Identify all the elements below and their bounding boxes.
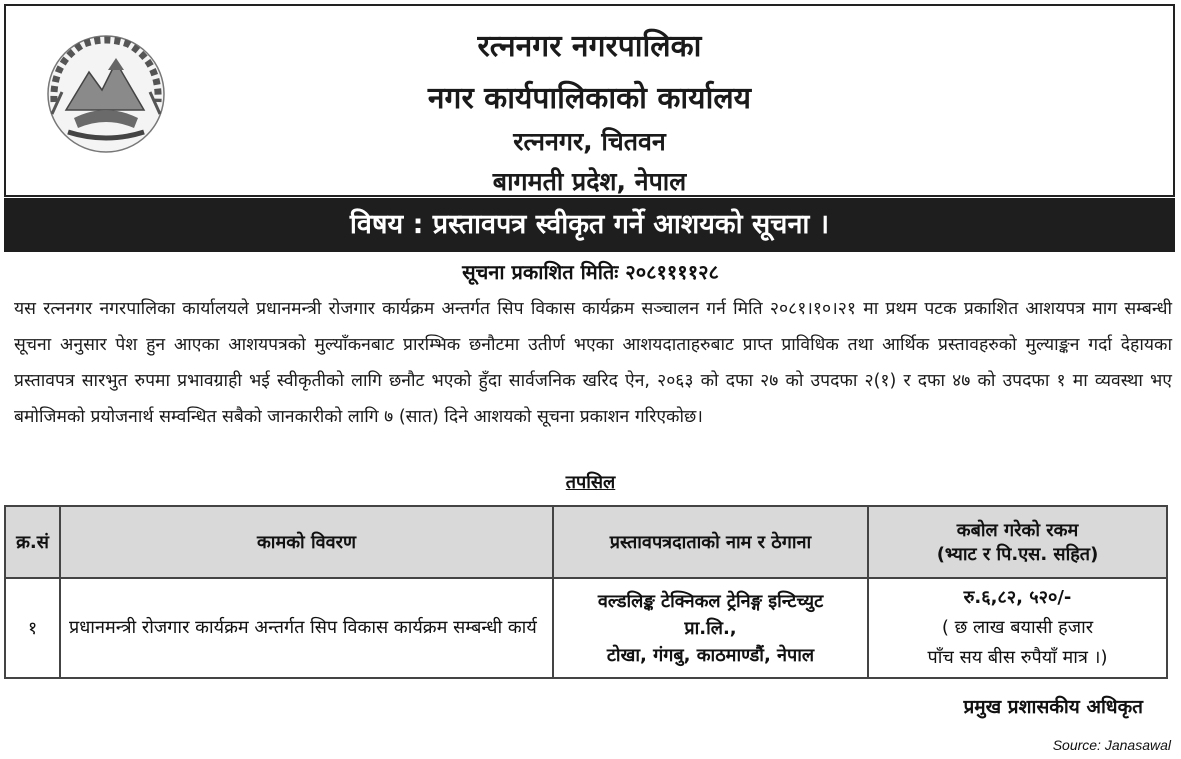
office-address: रत्ननगर, चितवन [513, 127, 666, 156]
header-amount-line2: (भ्याट र पि.एस. सहित) [936, 544, 1099, 565]
signatory-title: प्रमुख प्रशासकीय अधिकृत [963, 696, 1143, 718]
bidder-suffix: प्रा.लि., [684, 617, 737, 639]
details-heading-text: तपसिल [565, 472, 616, 493]
header-amount-line1: कबोल गरेको रकम [956, 520, 1079, 541]
province-country: बागमती प्रदेश, नेपाल [492, 167, 687, 196]
details-heading [0, 470, 1181, 494]
source-credit: Source: Janasawal [1052, 737, 1171, 753]
bidder-name: वल्डलिङ्क टेक्निकल ट्रेनिङ्ग इन्टिच्युट [597, 590, 824, 612]
header-bidder: प्रस्तावपत्रदाताको नाम र ठेगाना [553, 506, 868, 578]
notice-body: यस रत्ननगर नगरपालिका कार्यालयले प्रधानमन्त्री रोजगार कार्यक्रम अन्तर्गत सिप विकास कार्यक्रम सञ्चालन गर्न मिति २०८१।१०।२१ मा प्रथम पटक प्रकाशित आशयपत्र माग सम्बन्धी सूचना अनुसार पेश हुन आएका आशयपत्रको मुल्याँकनबाट प्रारम्भिक छनौटमा उतीर्ण भएका आशयदाताहरुबाट प्राप्त प्राविधिक तथा आर्थिक प्रस्तावहरुको मुल्याङ्कन गर्दा देहायका प्रस्तावपत्र सारभुत रुपमा प्रभावग्राही भई स्वीकृतीको लागि छनौट भएको हुँदा सार्वजनिक खरिद ऐन, २०६३ को दफा २७ को उपदफा २(१) र दफा ४७ को उपदफा १ मा व्यवस्था भए बमोजिमको प्रयोजनार्थ सम्वन्धित सबैको जानकारीको लागि ७ (सात) दिने आशयको सूचना प्रकाशन गरिएकोछ। [14, 299, 1172, 427]
amount-words-line2: पाँच सय बीस रुपैयाँ मात्र ।) [927, 647, 1108, 668]
office-name: नगर कार्यपालिकाको कार्यालय [427, 81, 752, 116]
amount-figure: रु.६,८२, ५२०/- [963, 587, 1072, 608]
header-sn: क्र.सं [5, 506, 60, 578]
published-date: सूचना प्रकाशित मितिः २०८११११२८ [462, 260, 719, 284]
amount-words-line1: ( छ लाख बयासी हजार [941, 617, 1094, 638]
notice-header [4, 4, 1175, 197]
subject-bar: विषय : प्रस्तावपत्र स्वीकृत गर्ने आशयको सूचना । [4, 198, 1175, 252]
row-amount [868, 578, 1167, 678]
row-bidder [553, 578, 868, 678]
header-work: कामको विवरण [60, 506, 553, 578]
table-row [5, 578, 1167, 678]
municipality-name: रत्ननगर नगरपालिका [477, 29, 702, 64]
row-sn: १ [5, 578, 60, 678]
bidder-address: टोखा, गंगबु, काठमाण्डौं, नेपाल [606, 644, 815, 666]
row-work: प्रधानमन्त्री रोजगार कार्यक्रम अन्तर्गत सिप विकास कार्यक्रम सम्बन्धी कार्य [60, 578, 553, 678]
award-table [4, 505, 1168, 679]
header-amount [868, 506, 1167, 578]
table-header-row [5, 506, 1167, 578]
